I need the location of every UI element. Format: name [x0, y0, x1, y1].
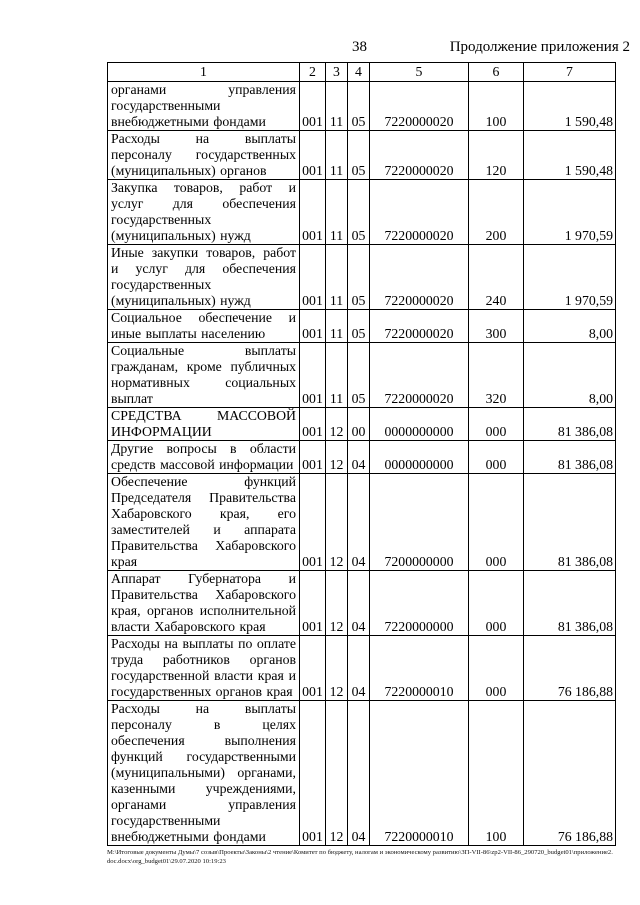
- cell-target: 0000000000: [370, 408, 469, 441]
- row-name: Другие вопросы в области средств массовой информации: [108, 441, 300, 474]
- cell-subsection: 04: [348, 474, 370, 571]
- cell-amount: 1 590,48: [524, 131, 616, 180]
- cell-code: 001: [300, 343, 326, 408]
- cell-target: 7200000000: [370, 474, 469, 571]
- cell-code: 001: [300, 441, 326, 474]
- table-header-row: [108, 63, 616, 82]
- cell-code: 001: [300, 474, 326, 571]
- cell-target: 0000000000: [370, 441, 469, 474]
- cell-amount: 81 386,08: [524, 571, 616, 636]
- table-row: [108, 82, 616, 131]
- cell-section: 12: [326, 474, 348, 571]
- file-path-footer: M:\Итоговые документы Думы\7 созыв\Проекты\Законы\2 чтение\Комитет по бюджету, налогам и экономическому развитию\ЗП-VII-86\zp2-VII-86_290720_budget01\приложение2.doc.docx\org_budget01\29.07.2020 10:19:23: [107, 849, 613, 865]
- column-header: 7: [524, 63, 616, 82]
- table-row: [108, 474, 616, 571]
- table-row: [108, 131, 616, 180]
- cell-target: 7220000020: [370, 343, 469, 408]
- column-header: 5: [370, 63, 469, 82]
- cell-amount: 1 590,48: [524, 82, 616, 131]
- cell-section: 11: [326, 245, 348, 310]
- cell-type: 100: [469, 701, 524, 846]
- row-name: Обеспечение функций Председателя Правительства Хабаровского края, его заместителей и аппарата Правительства Хабаровского края: [108, 474, 300, 571]
- column-header: 6: [469, 63, 524, 82]
- cell-subsection: 04: [348, 636, 370, 701]
- cell-code: 001: [300, 245, 326, 310]
- cell-target: 7220000020: [370, 310, 469, 343]
- cell-amount: 8,00: [524, 343, 616, 408]
- cell-subsection: 04: [348, 701, 370, 846]
- cell-target: 7220000010: [370, 636, 469, 701]
- row-name: органами управления государственными внебюджетными фондами: [108, 82, 300, 131]
- cell-code: 001: [300, 180, 326, 245]
- row-name: Социальные выплаты гражданам, кроме публичных нормативных социальных выплат: [108, 343, 300, 408]
- row-name: СРЕДСТВА МАССОВОЙ ИНФОРМАЦИИ: [108, 408, 300, 441]
- table-row: [108, 408, 616, 441]
- cell-target: 7220000010: [370, 701, 469, 846]
- cell-type: 200: [469, 180, 524, 245]
- cell-amount: 76 186,88: [524, 636, 616, 701]
- cell-section: 12: [326, 408, 348, 441]
- column-header: 4: [348, 63, 370, 82]
- table-row: [108, 245, 616, 310]
- cell-section: 11: [326, 180, 348, 245]
- cell-section: 12: [326, 441, 348, 474]
- cell-type: 000: [469, 408, 524, 441]
- cell-code: 001: [300, 701, 326, 846]
- cell-target: 7220000020: [370, 245, 469, 310]
- cell-type: 320: [469, 343, 524, 408]
- cell-subsection: 00: [348, 408, 370, 441]
- cell-target: 7220000020: [370, 180, 469, 245]
- cell-section: 12: [326, 701, 348, 846]
- cell-type: 300: [469, 310, 524, 343]
- cell-amount: 76 186,88: [524, 701, 616, 846]
- cell-type: 240: [469, 245, 524, 310]
- table-row: [108, 636, 616, 701]
- cell-amount: 1 970,59: [524, 245, 616, 310]
- table-row: [108, 701, 616, 846]
- cell-type: 000: [469, 441, 524, 474]
- cell-subsection: 05: [348, 245, 370, 310]
- row-name: Социальное обеспечение и иные выплаты населению: [108, 310, 300, 343]
- cell-type: 100: [469, 82, 524, 131]
- cell-code: 001: [300, 131, 326, 180]
- cell-subsection: 04: [348, 571, 370, 636]
- cell-type: 000: [469, 571, 524, 636]
- cell-subsection: 05: [348, 343, 370, 408]
- cell-section: 12: [326, 571, 348, 636]
- cell-target: 7220000020: [370, 82, 469, 131]
- cell-amount: 81 386,08: [524, 474, 616, 571]
- cell-section: 11: [326, 310, 348, 343]
- row-name: Закупка товаров, работ и услуг для обеспечения государственных (муниципальных) нужд: [108, 180, 300, 245]
- cell-subsection: 05: [348, 310, 370, 343]
- cell-target: 7220000000: [370, 571, 469, 636]
- cell-amount: 81 386,08: [524, 441, 616, 474]
- cell-code: 001: [300, 636, 326, 701]
- cell-section: 11: [326, 131, 348, 180]
- cell-type: 000: [469, 636, 524, 701]
- table-row: [108, 441, 616, 474]
- row-name: Расходы на выплаты по оплате труда работников органов государственной власти края и государственных органов края: [108, 636, 300, 701]
- cell-amount: 1 970,59: [524, 180, 616, 245]
- table-row: [108, 180, 616, 245]
- cell-subsection: 04: [348, 441, 370, 474]
- cell-amount: 81 386,08: [524, 408, 616, 441]
- row-name: Расходы на выплаты персоналу государственных (муниципальных) органов: [108, 131, 300, 180]
- row-name: Расходы на выплаты персоналу в целях обеспечения выполнения функций государственными (муниципальными) органами, казенными учреждениями, органами управления государственными внебюджетными фондами: [108, 701, 300, 846]
- table-row: [108, 571, 616, 636]
- cell-type: 120: [469, 131, 524, 180]
- cell-code: 001: [300, 310, 326, 343]
- table-row: [108, 343, 616, 408]
- cell-target: 7220000020: [370, 131, 469, 180]
- cell-subsection: 05: [348, 82, 370, 131]
- table-row: [108, 310, 616, 343]
- cell-code: 001: [300, 571, 326, 636]
- column-header: 1: [108, 63, 300, 82]
- cell-code: 001: [300, 408, 326, 441]
- page-number: 38: [352, 39, 367, 55]
- cell-code: 001: [300, 82, 326, 131]
- cell-section: 12: [326, 636, 348, 701]
- cell-type: 000: [469, 474, 524, 571]
- cell-subsection: 05: [348, 180, 370, 245]
- column-header: 3: [326, 63, 348, 82]
- cell-amount: 8,00: [524, 310, 616, 343]
- cell-section: 11: [326, 343, 348, 408]
- cell-section: 11: [326, 82, 348, 131]
- continuation-label: Продолжение приложения 2: [449, 39, 630, 55]
- budget-table: [107, 62, 616, 846]
- cell-subsection: 05: [348, 131, 370, 180]
- row-name: Аппарат Губернатора и Правительства Хабаровского края, органов исполнительной власти Хабаровского края: [108, 571, 300, 636]
- row-name: Иные закупки товаров, работ и услуг для обеспечения государственных (муниципальных) нужд: [108, 245, 300, 310]
- column-header: 2: [300, 63, 326, 82]
